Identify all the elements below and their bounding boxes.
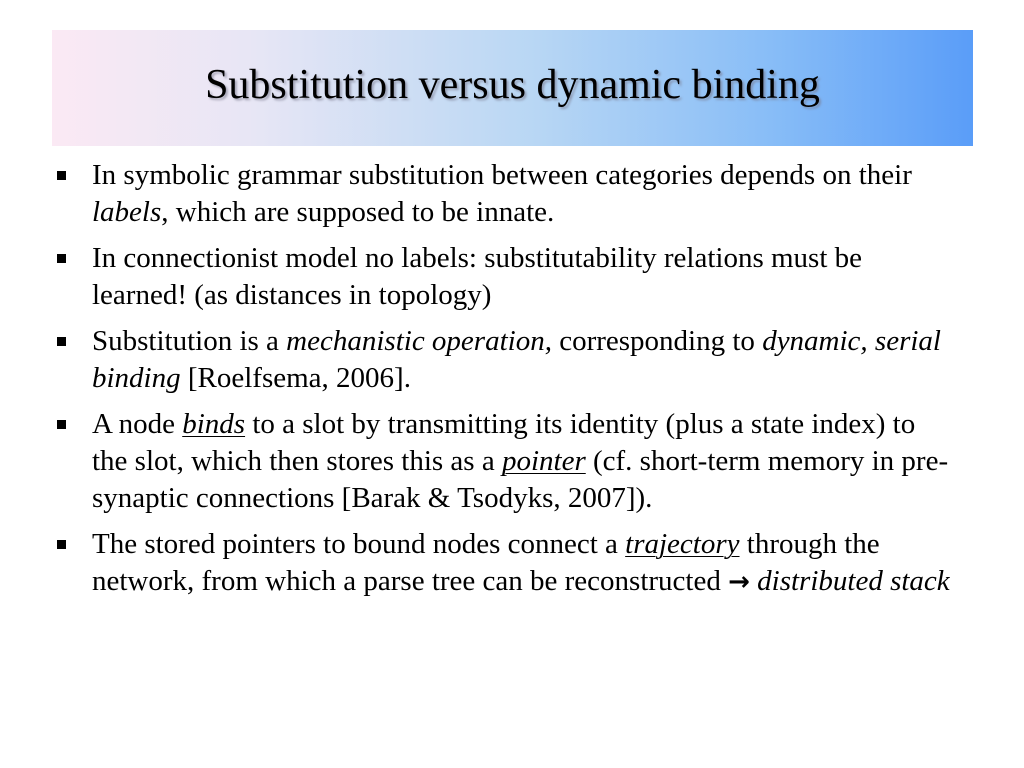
square-bullet-icon (57, 254, 66, 263)
text-segment: , which are supposed to be innate. (161, 196, 555, 228)
square-bullet-icon (57, 337, 66, 346)
underlined-italic-term: trajectory (625, 528, 740, 560)
square-bullet-icon (57, 540, 66, 549)
title-banner (52, 30, 973, 146)
citation: [Roelfsema, 2006]. (180, 362, 411, 394)
text-segment: corresponding to (551, 325, 763, 357)
bullet-text (92, 406, 956, 517)
square-bullet-icon (57, 420, 66, 429)
bullet-text (92, 240, 956, 314)
bullet-list (56, 157, 956, 610)
underlined-italic-term: pointer (501, 445, 586, 477)
slide-title: Substitution versus dynamic binding (205, 62, 820, 108)
bullet-item-4 (56, 406, 956, 517)
text-segment: Substitution is a (92, 325, 287, 357)
italic-term: labels (92, 196, 162, 228)
text-segment: The stored pointers to bound nodes connect a (92, 528, 626, 560)
bullet-text (92, 157, 956, 231)
text-segment: through the network, from which a parse tree can be reconstructed (92, 528, 880, 597)
square-bullet-icon (57, 171, 66, 180)
bullet-text (92, 323, 956, 397)
italic-term: distributed stack (749, 565, 950, 597)
italic-term: mechanistic operation, (286, 325, 552, 357)
bullet-item-5 (56, 526, 956, 601)
text-segment: to a slot by transmitting its identity (plus a state index) to the slot, which then stores this as a (92, 408, 916, 477)
bullet-item-3 (56, 323, 956, 397)
bullet-item-2 (56, 240, 956, 314)
text-segment: A node (92, 408, 183, 440)
text-segment: In symbolic grammar substitution between categories depends on their (92, 159, 912, 191)
text-segment: (cf. short-term memory in pre-synaptic connections [Barak & Tsodyks, 2007]). (92, 445, 949, 514)
right-arrow-icon: → (728, 567, 750, 597)
italic-term: dynamic, serial binding (92, 325, 941, 394)
bullet-text (92, 526, 956, 601)
bullet-item-1 (56, 157, 956, 231)
underlined-italic-term: binds (182, 408, 246, 440)
text-segment: In connectionist model no labels: substitutability relations must be learned! (as distances in topology) (92, 242, 863, 311)
